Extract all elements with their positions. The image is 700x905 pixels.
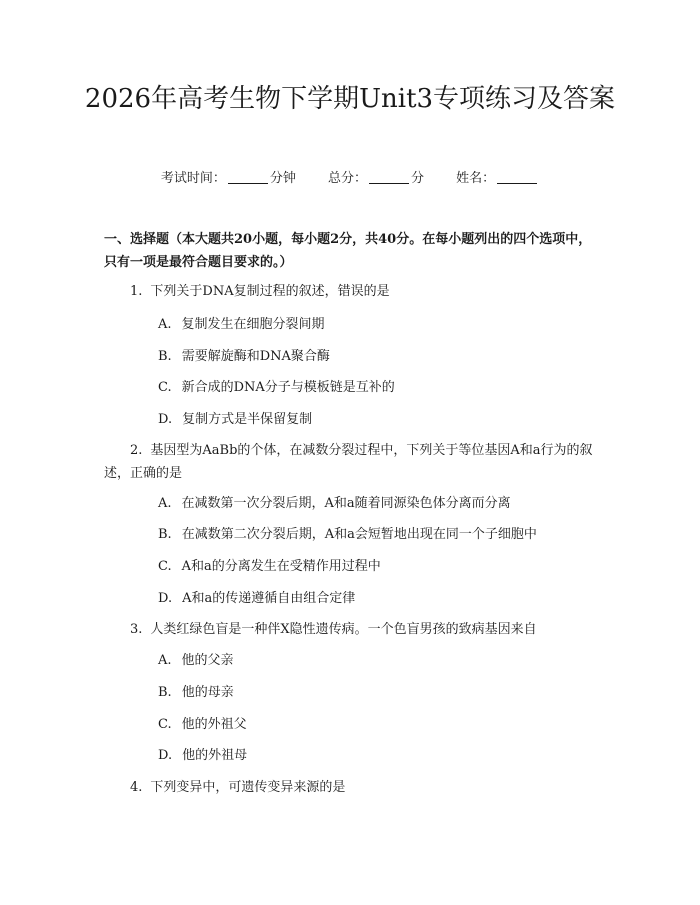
question-3-option-c[interactable] xyxy=(158,715,598,735)
option-letter: A. xyxy=(158,496,172,511)
question-number: 4. xyxy=(130,780,143,795)
option-text: A和a的传递遵循自由组合定律 xyxy=(182,591,356,606)
option-letter: B. xyxy=(158,527,172,542)
option-letter: C. xyxy=(158,380,172,395)
exam-time-label: 考试时间： xyxy=(160,171,226,186)
exam-info-line xyxy=(0,170,700,188)
option-text: 他的外祖母 xyxy=(182,748,248,763)
question-2-option-d[interactable] xyxy=(158,589,598,609)
option-text: 复制方式是半保留复制 xyxy=(182,412,313,427)
question-number: 2. xyxy=(130,443,143,458)
option-letter: C. xyxy=(158,559,172,574)
question-2 xyxy=(104,439,604,485)
question-3 xyxy=(104,618,604,641)
question-3-option-d[interactable] xyxy=(158,746,598,766)
option-letter: A. xyxy=(158,317,172,332)
question-number: 1. xyxy=(130,284,143,299)
total-score-blank[interactable] xyxy=(369,171,409,184)
student-name-label: 姓名： xyxy=(456,171,496,186)
question-3-option-b[interactable] xyxy=(158,683,598,703)
question-1 xyxy=(104,280,604,303)
question-2-option-c[interactable] xyxy=(158,557,598,577)
total-score-unit: 分 xyxy=(411,171,425,186)
option-letter: A. xyxy=(158,653,172,668)
option-text: 新合成的DNA分子与模板链是互补的 xyxy=(181,380,395,395)
option-letter: C. xyxy=(158,717,172,732)
option-text: A和a的分离发生在受精作用过程中 xyxy=(181,559,381,574)
option-text: 在减数第二次分裂后期，A和a会短暂地出现在同一个子细胞中 xyxy=(181,527,537,542)
student-name-blank[interactable] xyxy=(497,171,537,184)
option-letter: D. xyxy=(158,748,173,763)
question-1-option-d[interactable] xyxy=(158,410,598,430)
option-letter: B. xyxy=(158,685,172,700)
exam-time-field xyxy=(161,170,296,188)
option-letter: D. xyxy=(158,412,173,427)
total-score-field xyxy=(328,170,424,188)
question-1-option-b[interactable] xyxy=(158,347,598,367)
question-4 xyxy=(104,776,604,799)
total-score-label: 总分： xyxy=(327,171,367,186)
question-3-option-a[interactable] xyxy=(158,651,598,671)
question-stem: 下列关于DNA复制过程的叙述，错误的是 xyxy=(150,284,390,299)
page-title: 2026年高考生物下学期Unit3专项练习及答案 xyxy=(84,84,616,114)
question-1-option-c[interactable] xyxy=(158,378,598,398)
option-text: 他的父亲 xyxy=(181,653,234,668)
question-stem: 人类红绿色盲是一种伴X隐性遗传病。一个色盲男孩的致病基因来自 xyxy=(150,622,537,637)
question-2-option-a[interactable] xyxy=(158,494,598,514)
option-letter: D. xyxy=(158,591,173,606)
option-text: 复制发生在细胞分裂间期 xyxy=(181,317,325,332)
option-text: 他的外祖父 xyxy=(181,717,247,732)
student-name-field xyxy=(456,170,539,188)
option-letter: B. xyxy=(158,349,172,364)
question-2-option-b[interactable] xyxy=(158,525,598,545)
section-heading: 一、选择题（本大题共20小题，每小题2分，共40分。在每小题列出的四个选项中，只有一项是最符合题目要求的。） xyxy=(104,232,592,270)
option-text: 在减数第一次分裂后期，A和a随着同源染色体分离而分离 xyxy=(181,496,511,511)
exam-time-blank[interactable] xyxy=(228,171,268,184)
question-stem: 下列变异中，可遗传变异来源的是 xyxy=(150,780,346,795)
exam-time-unit: 分钟 xyxy=(269,171,296,186)
option-text: 他的母亲 xyxy=(181,685,234,700)
question-1-option-a[interactable] xyxy=(158,315,598,335)
question-number: 3. xyxy=(130,622,143,637)
question-stem: 基因型为AaBb的个体，在减数分裂过程中，下列关于等位基因A和a行为的叙述，正确的是 xyxy=(104,443,593,481)
option-text: 需要解旋酶和DNA聚合酶 xyxy=(181,349,330,364)
